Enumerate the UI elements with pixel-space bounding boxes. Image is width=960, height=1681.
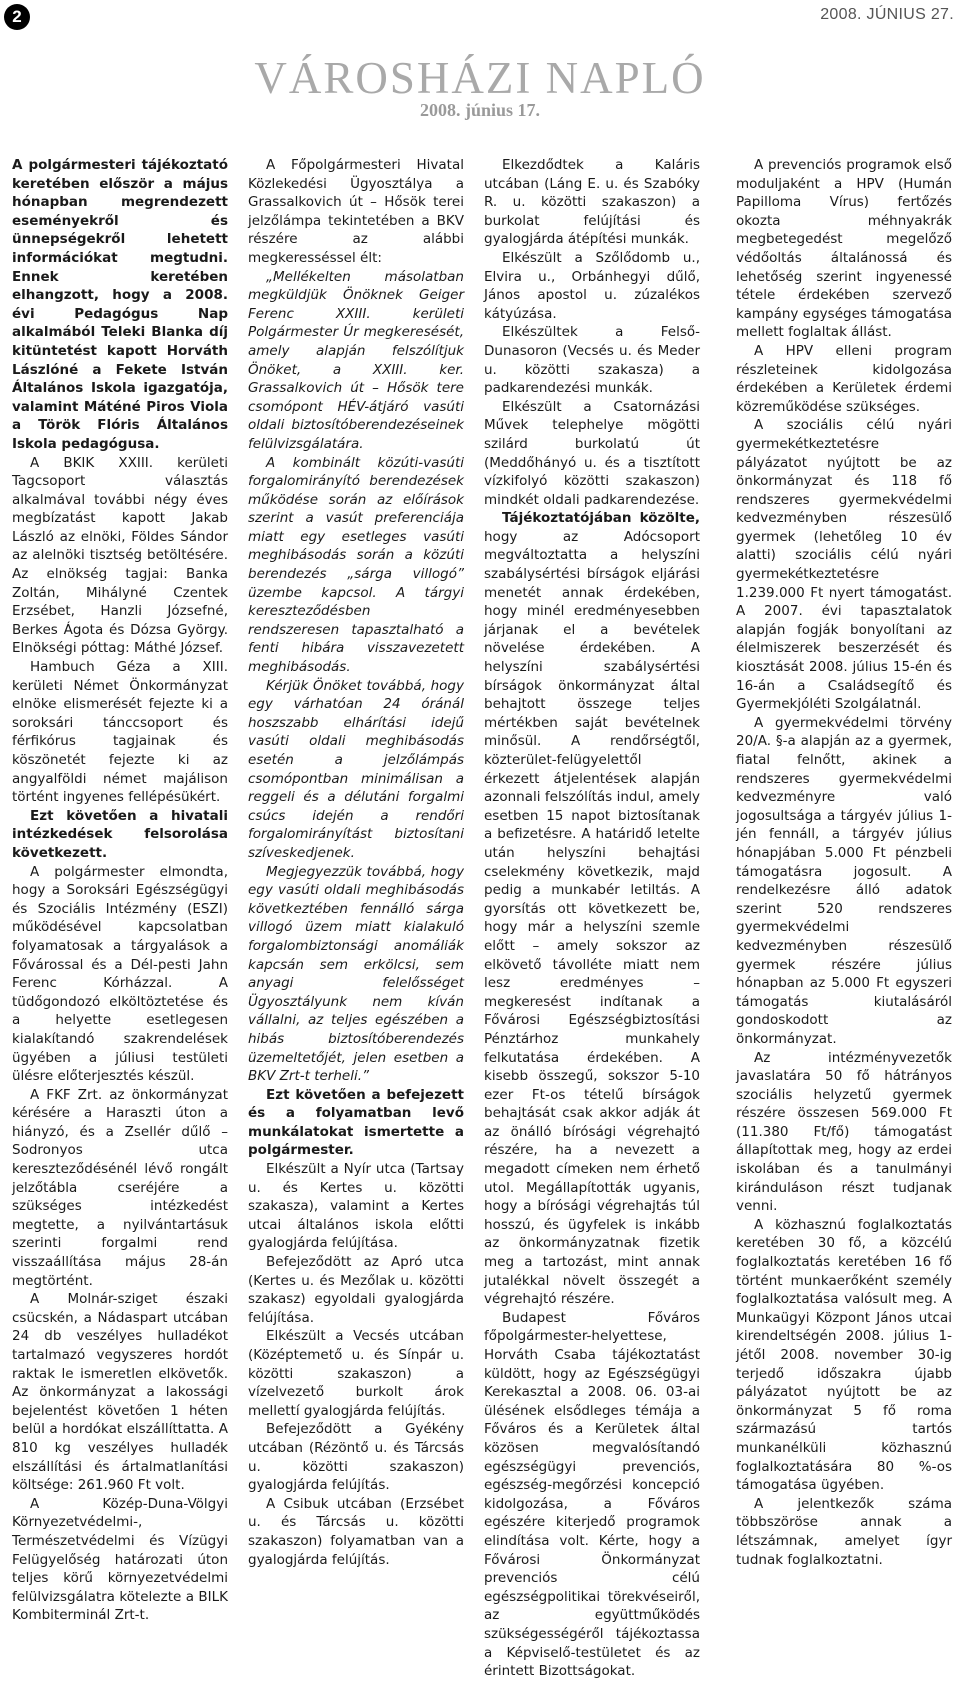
article-column-3 <box>484 156 700 1681</box>
paragraph: A jelentkezők száma többszöröse annak a létszámnak, amelyet ígyr tudnak foglalkoztatni. <box>736 1495 952 1568</box>
article-column-1 <box>12 156 228 1625</box>
paragraph: Befejeződött az Apró utca (Kertes u. és Mezőlak u. közötti szakasz) egyoldali gyalogjárda felújítása. <box>248 1254 464 1326</box>
paragraph: Elkészült a Csatornázási Művek telephelye mögötti szilárd burkolatú út (Meddőhányó u. és a tisztított vízkifolyó közötti szakaszon) mindkét oldali padkarendezése. <box>484 398 700 508</box>
paragraph: A polgármesteri tájékoztató keretében először a május hónapban megrendezett eseményekről és ünnepségekről lehetett információkat megtudni. Ennek keretében elhangzott, hogy a 2008. évi Pedagógus Nap alkalmából Teleki Blanka díj kitüntetést kapott Horváth Lászlóné a Fekete István Általános Iskola igazgatója, valamint Máténé Piros Viola a Török Flóris Általános Iskola pedagógusa. <box>12 157 228 452</box>
paragraph: Elkészült a Vecsés utcában (Középtemető u. és Sínpár u. közötti szakaszon) a vízelvezető burkolt árok mellettí gyalogjárda felújítás. <box>248 1328 464 1419</box>
paragraph: Budapest Főváros főpolgármester-helyettese, Horváth Csaba tájékoztatást küldött, hogy az Egészségügyi Kerekasztal a 2008. 06. 03-ai ülésének elsődleges témája a Főváros és a Kerületek által közösen megvalósítandó egészségügyi prevenciós, egészség-megőrzési koncepció kidolgozása, a Főváros egészére kiterjedő programok elindítása volt. Kérte, hogy a Fővárosi Önkormányzat prevenciós célú egészségpolitikai törekvéseiről, az együttműködés szükségességéről tájékoztassa a Képviselő-testületet és az érintett Bizottságokat. <box>484 1309 700 1680</box>
paragraph: Az intézményvezetők javaslatára 50 fő hátrányos szociális helyzetű gyermek részére összesen 569.000 Ft (11.380 Ft/fő) támogatást állapítottak meg, hogy az erdei iskolában és a tanulmányi kiránduláson részt tudjanak venni. <box>736 1049 952 1215</box>
paragraph-lead-bold: Tájékoztatójában közölte, <box>502 510 700 527</box>
paragraph: Kérjük Önöket továbbá, hogy egy várhatóan 24 óránál hoszszabb elhárítási idejű vasúti oldali meghibásodás esetén a jelzőlámpás csomópontban minimálisan a reggeli és a délutáni forgalmi csúcs idején a rendőri forgalomirányítást biztosítani szíveskedjenek. <box>248 677 464 861</box>
paragraph: Ezt követően a hivatali intézkedések felsorolása következett. <box>12 807 228 861</box>
paragraph: Elkészült a Nyír utca (Tartsay u. és Kertes u. közötti szakasza), valamint a Kertes utcai általános iskola előtti gyalogjárda felújítása. <box>248 1161 464 1252</box>
session-date: 2008. június 17. <box>419 100 541 120</box>
paragraph: Hambuch Géza a XIII. kerületi Német Önkormányzat elnöke elismerését fejezte ki a soroksári tánccsoport és férfikórus tagjainak és köszönetét fejezte ki az angyalföldi német majálison történt ingyenes fellépésükért. <box>12 659 228 806</box>
paragraph: A BKIK XXIII. kerületi Tagcsoport választás alkalmával további négy éves megbízatást kapott Jakab László az elnöki, Földes Sándor az alelnöki tisztség betöltésére. Az elnökség tagjai: Banka Zoltán, Mihályné Czentek Erzsébet, Hanzli Józsefné, Berkes Ágota és Dózsa György. Elnökségi póttag: Máthé József. <box>12 454 228 657</box>
paragraph: A Főpolgármesteri Hivatal Közlekedési Ügyosztálya a Grassalkovich út – Hősök terei jelzőlámpa tekintetében a BKV részére az alábbi megkeresséssel élt: <box>248 157 464 266</box>
paragraph: A polgármester elmondta, hogy a Soroksári Egészségügyi és Szociális Intézmény (ESZI) működésével kapcsolatban folyamatosak a tárgyalások a Fővárossal és a Dél-pesti Jahn Ferenc Kórházzal. A tüdőgondozó elköltöztetése és a helyette esetlegesen kialakítandó szakrendelések ügyében a júliusi testületi ülésre előterjesztés készül. <box>12 863 228 1085</box>
article-column-2 <box>248 156 464 1569</box>
article-column-4 <box>736 156 952 1569</box>
paragraph: A HPV elleni program részleteinek kidolgozása érdekében a Kerületek érdemi közreműködése szükséges. <box>736 342 952 415</box>
paragraph: Ezt követően a befejezett és a folyamatban levő munkálatokat ismertette a polgármester. <box>248 1086 464 1159</box>
page-number-badge: 2 <box>4 4 30 30</box>
paragraph: A prevenciós programok első moduljaként a HPV (Humán Papilloma Vírus) fertőzés okozta méhnyakrák megbetegedést megelőző védőoltás általánossá és lehetőség szerint ingyenessé tétele érdekében szervező kampány egységes támogatása mellett foglaltak állást. <box>736 157 952 341</box>
paragraph: Elkészültek a Felső-Dunasoron (Vecsés u. és Meder u. közötti szakasza) a padkarendezési munkák. <box>484 324 700 397</box>
paragraph: A gyermekvédelmi törvény 20/A. §-a alapján az a gyermek, fiatal felnőtt, akinek a rendszeres gyermekvédelmi kedvezményre való jogosultsága a tárgyév július 1-jén fennáll, a tárgyév július hónapjában 5.000 Ft pénzbeli támogatásra jogosult. A rendelkezésre álló adatok szerint 520 rendszeres gyermekvédelmi kedvezményben részesülő gyermek részére július hónapban az 5.000 Ft egyszeri támogatás kiutalásáról gondoskodott az önkormányzat. <box>736 714 952 1047</box>
paragraph: A Molnár-sziget északi csücskén, a Nádaspart utcában 24 db veszélyes hulladékot tartalmazó vegyszeres hordót raktak le ismeretlen elkövetők. Az önkormányzat a lakossági bejelentést követően 1 héten belül a hordókat elszállíttatta. A 810 kg veszélyes hulladék elszállítási és ártalmatlanítási költsége: 261.960 Ft volt. <box>12 1291 228 1494</box>
paragraph: Elkezdődtek a Kaláris utcában (Láng E. u. és Szabóky R. u. közötti szakaszon) a burkolat felújítási és gyalogjárda átépítési munkák. <box>484 157 700 248</box>
paragraph: A közhasznú foglalkoztatás keretében 30 fő, a közcélú foglalkoztatás keretében 16 fő történt munkaerőként személy foglalkoztatása valósult meg. A Munkaügyi Központ János utcai kirendeltségén 2008. július 1-jétől 2008. november 30-ig terjedő időszakra újabb pályázatot nyújtott be az önkormányzat 5 fő roma származású tartós munkanélküli közhasznú foglalkoztatására 80 %-os támogatása ügyében. <box>736 1216 952 1494</box>
paragraph: A Közép-Duna-Völgyi Környezetvédelmi-, Természetvédelmi és Vízügyi Felügyelőség határozati úton teljes körű környezetvédelmi felülvizsgálatra kötelezte a BILK Kombiterminál Zrt-t. <box>12 1495 228 1624</box>
paragraph: A szociális célú nyári gyermekétkeztetésre pályázatot nyújtott be az önkormányzat és 118 fő rendszeres gyermekvédelmi kedvezményben részesülő gyermek (lehetőleg 10 év alatti) szociális célú nyári gyermekétkeztetésre 1.239.000 Ft nyert támogatást. A 2007. évi tapasztalatok alapján fogják bonyolítani az élelmiszerek beszerzését és kiosztását 2008. július 15-én és 16-án a Családsegítő és Gyermekjóléti Szolgálatnál. <box>736 417 952 713</box>
paragraph: Befejeződött a Gyékény utcában (Rézöntő u. és Tárcsás u. közötti szakaszon) gyalogjárda felújítás. <box>248 1421 464 1494</box>
paragraph: „Mellékelten másolatban megküldjük Önöknek Geiger Ferenc XXIII. kerületi Polgármester Úr megkeresését, amely alapján felszólítjuk Önöket, a XXIII. ker. Grassalkovich út – Hősök tere csomópont HÉV-átjáró vasúti oldali biztosítóberendezéseinek felülvizsgálatára. <box>248 268 464 452</box>
paragraph-text: hogy az Adócsoport megváltoztatta a helyszíni szabálysértési bírságok eljárási menetét annak érdekében, hogy minél eredményesebben járjanak el a bevételek növelése érdekében. A helyszíni szabálysértési bírságok önkormányzat által behajtott összege teljes mértékben saját bevételnek minősül. A rendőrségtől, közterület-felügyelettől érkezett átjelentések alapján azonnali felszólítás indul, amely esetben 15 napot biztosítanak a befizetésre. A határidő letelte után helyszíni behajtási cselekmény következik, majd pedig a munkabér letiltás. A gyorsítás ott következett be, hogy már a helyszíni szemle előtt – amely sokszor az elkövető távolléte miatt nem lesz eredményes – megkeresést indítanak a Fővárosi Egészségbiztosítási Pénztárhoz munkahely felkutatása érdekében. A kisebb összegű, sokszor 5-10 ezer Ft-os tételű bírságok behajtását csak akkor adják át az önálló bírósági végrehajtó részére, ha a nevezett a megadott címeken nem érhető utol. Megállapították ugyanis, hogy a bírósági végrehajtás túl hosszú, és ügyfelek is inkább az önkormányzatnak fizetik meg a tartozást, mint annak jutalékkal növelt összegét a végrehajtó részére. <box>484 528 700 1308</box>
paragraph: A FKF Zrt. az önkormányzat kérésére a Haraszti úton a hiányzó, és a Zsellér dűlő – Sodronyos utca kereszteződésénél lévő rongált jelzőtábla cseréjére a szükséges intézkedést megtette, a nyilvántartásuk szerinti forgalmi rend visszaállítása május 28-án megtörtént. <box>12 1086 228 1289</box>
page-title: VÁROSHÁZI NAPLÓ <box>254 53 706 103</box>
paragraph <box>484 509 700 1309</box>
paragraph: A Csibuk utcában (Erzsébet u. és Tárcsás u. közötti szakaszon) folyamatban van a gyalogjárda felújítás. <box>248 1495 464 1568</box>
paragraph: Megjegyezzük továbbá, hogy egy vasúti oldali meghibásodás következtében fennálló sárga villogó üzem miatt kialakuló forgalombiztonsági anomáliák kapcsán sem erkölcsi, sem anyagi felelősséget Ügyosztályunk nem kíván vállalni, az teljes egészében a hibás biztosítóberendezés üzemeltetőjét, jelen esetben a BKV Zrt-t terheli.” <box>248 863 464 1085</box>
paragraph: A kombinált közúti-vasúti forgalomirányító berendezések működése során az előírások szerint a vasút preferenciája miatt egy esetleges vasúti meghibásodás során a közúti berendezés „sárga villogó” üzembe kapcsol. A tárgyi kereszteződésben rendszeresen tapasztalható a fenti hibára visszavezetett meghibásodás. <box>248 454 464 676</box>
issue-date: 2008. JÚNIUS 27. <box>820 6 954 23</box>
paragraph: Elkészült a Szőlődomb u., Elvira u., Orbánhegyi dűlő, János apostol u. zúzalékos kátyúzása. <box>484 249 700 322</box>
